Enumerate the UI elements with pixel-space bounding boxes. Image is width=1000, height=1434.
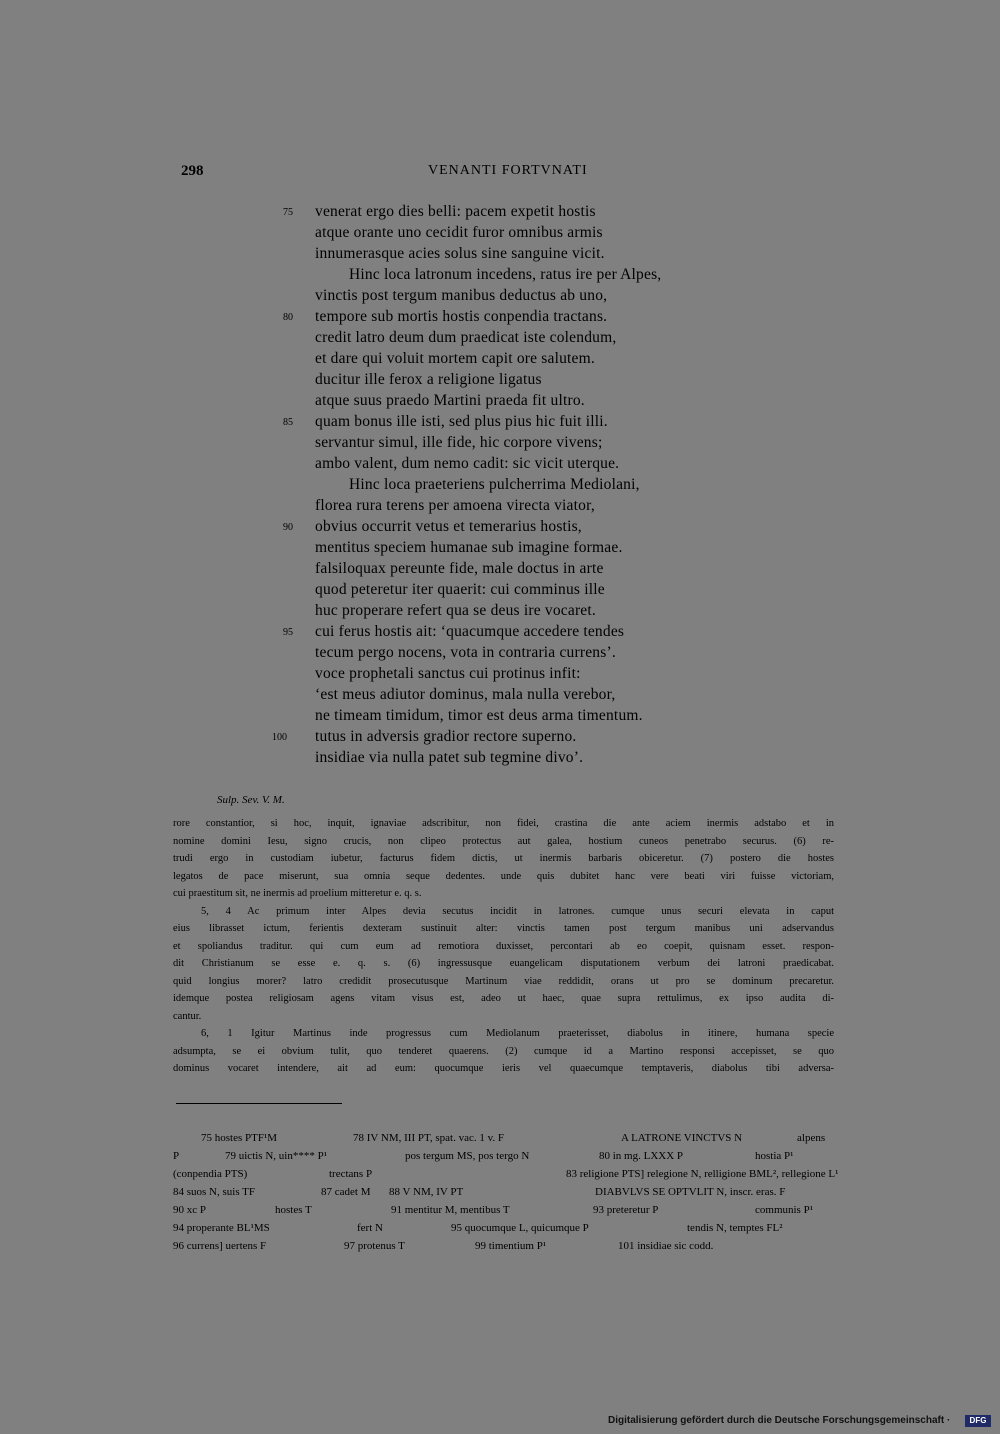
- verse-line: tutus in adversis gradior rectore superno.: [315, 728, 577, 745]
- verse-line: tempore sub mortis hostis conpendia tractans.: [315, 308, 608, 325]
- verse-line: vinctis post tergum manibus deductus ab uno,: [315, 287, 608, 304]
- apparatus-entry: (conpendia PTS): [173, 1168, 248, 1180]
- verse-line: quam bonus ille isti, sed plus pius hic fuit illi.: [315, 413, 608, 430]
- verse-line: quod peteretur iter quaerit: cui comminus ille: [315, 581, 605, 598]
- verse-line: innumerasque acies solus sine sanguine vicit.: [315, 245, 605, 262]
- apparatus-entry: 78 IV NM, III PT, spat. vac. 1 v. F: [353, 1132, 505, 1144]
- apparatus-entry: 96 currens] uertens F: [173, 1240, 267, 1252]
- verse-line: tecum pergo nocens, vota in contraria currens’.: [315, 644, 616, 661]
- apparatus-entry: 97 protenus T: [344, 1240, 405, 1252]
- verse-line: credit latro deum dum praedicat iste colendum,: [315, 329, 617, 346]
- footnote-separator: [176, 1103, 342, 1104]
- running-head: VENANTI FORTVNATI: [428, 163, 588, 178]
- line-number: 90: [283, 522, 293, 533]
- verse-line: Hinc loca latronum incedens, ratus ire per Alpes,: [349, 266, 662, 283]
- commentary-line: cantur.: [173, 1011, 202, 1022]
- apparatus-entry: 83 religione PTS] relegione N, relligione BML², rellegione L¹: [566, 1168, 839, 1180]
- verse-line: cui ferus hostis ait: ‘quacumque accedere tendes: [315, 623, 625, 640]
- verse-line: Hinc loca praeteriens pulcherrima Mediolani,: [349, 476, 640, 493]
- commentary-line: dominus vocaret intendere, ait ad eum: quocumque ieris vel quaecumque temptaveris, diabolus tibi adversa-: [173, 1063, 834, 1074]
- apparatus-entry: 94 properante BL¹MS: [173, 1222, 270, 1234]
- apparatus-entry: trectans P: [329, 1168, 373, 1180]
- apparatus-entry: 75 hostes PTF¹M: [201, 1132, 278, 1144]
- verse-line: venerat ergo dies belli: pacem expetit hostis: [315, 203, 596, 220]
- apparatus-entry: 88 V NM, IV PT: [389, 1186, 464, 1198]
- verse-line: voce prophetali sanctus cui protinus infit:: [315, 665, 581, 682]
- apparatus-entry: alpens: [797, 1132, 826, 1144]
- line-number: 100: [272, 732, 287, 743]
- apparatus-entry: 84 suos N, suis TF: [173, 1186, 256, 1198]
- verse-line: atque orante uno cecidit furor omnibus armis: [315, 224, 603, 241]
- commentary-line: eius librasset ictum, ferientis dexteram sustinuit alter: vinctis tamen post tergum manibus uni adservandus: [173, 923, 834, 934]
- apparatus-entry: P: [173, 1150, 180, 1162]
- apparatus-entry: 101 insidiae sic codd.: [618, 1240, 714, 1252]
- apparatus-entry: 90 xc P: [173, 1204, 206, 1216]
- verse-line: ducitur ille ferox a religione ligatus: [315, 371, 542, 388]
- apparatus-entry: 79 uictis N, uin**** P¹: [225, 1150, 327, 1162]
- apparatus-entry: communis P¹: [755, 1204, 813, 1216]
- apparatus-entry: fert N: [357, 1222, 383, 1234]
- verse-line: insidiae via nulla patet sub tegmine divo’.: [315, 749, 584, 766]
- commentary-line: rore constantior, si hoc, inquit, ignaviae adscribitur, non fidei, crastina die ante aciem inermis adstabo et in: [173, 818, 834, 829]
- apparatus-entry: A LATRONE VINCTVS N: [621, 1132, 743, 1144]
- commentary-line: trudi ergo in custodiam iubetur, facturus fidem dictis, ut inermis barbaris obiceretur. (7) postero die hostes: [173, 853, 834, 864]
- commentary-line: idemque postea religiosam agens vitam visus est, adeo ut haec, quae supra rettulimus, ex ipso audita di-: [173, 993, 834, 1004]
- apparatus-entry: DIABVLVS SE OPTVLIT N, inscr. eras. F: [595, 1186, 786, 1198]
- verse-line: ambo valent, dum nemo cadit: sic vicit uterque.: [315, 455, 620, 472]
- apparatus-entry: 93 preteretur P: [593, 1204, 659, 1216]
- commentary-line: et spoliandus traditur. qui cum eum ad remotiora duxisset, percontari ab eo coepit, quisnam esset. respon-: [173, 941, 834, 952]
- apparatus-entry: hostia P¹: [755, 1150, 794, 1162]
- commentary-line: legatos de pace miserunt, sua omnia seque dedentes. unde quis dubitet hanc vere beati viri fuisse victoriam,: [173, 871, 834, 882]
- verse-line: huc properare refert qua se deus ire vocaret.: [315, 602, 596, 619]
- apparatus-entry: hostes T: [275, 1204, 312, 1216]
- line-number: 85: [283, 417, 293, 428]
- verse-line: ‘est meus adiutor dominus, mala nulla verebor,: [315, 686, 616, 703]
- line-number: 75: [283, 207, 293, 218]
- commentary-line: 6, 1 Igitur Martinus inde progressus cum Mediolanum praeterisset, diabolus in itinere, humana specie: [201, 1028, 834, 1039]
- line-number: 95: [283, 627, 293, 638]
- commentary-source: Sulp. Sev. V. M.: [217, 794, 285, 806]
- apparatus-entry: 95 quocumque L, quicumque P: [451, 1222, 589, 1234]
- apparatus-entry: tendis N, temptes FL²: [687, 1222, 783, 1234]
- verse-line: ne timeam timidum, timor est deus arma timentum.: [315, 707, 643, 724]
- apparatus-entry: 91 mentitur M, mentibus T: [391, 1204, 510, 1216]
- verse-line: obvius occurrit vetus et temerarius hostis,: [315, 518, 582, 535]
- apparatus-entry: 80 in mg. LXXX P: [599, 1150, 684, 1162]
- line-number: 80: [283, 312, 293, 323]
- apparatus-entry: 99 timentium P¹: [475, 1240, 547, 1252]
- verse-line: mentitus speciem humanae sub imagine formae.: [315, 539, 623, 556]
- verse-line: falsiloquax pereunte fide, male doctus in arte: [315, 560, 604, 577]
- commentary-line: nomine domini Iesu, signo crucis, non clipeo protectus aut galea, hostium cuneos penetrabo securus. (6) re-: [173, 836, 834, 847]
- commentary-line: 5, 4 Ac primum inter Alpes devia secutus incidit in latrones. cumque unus securi elevata in caput: [201, 906, 834, 917]
- commentary-line: quid longius morer? latro credidit prosecutusque Martinum viae reddidit, orans ut pro se dominum precaretur.: [173, 976, 834, 987]
- verse-line: servantur simul, ille fide, hic corpore vivens;: [315, 434, 603, 451]
- verse-line: florea rura terens per amoena virecta viator,: [315, 497, 595, 514]
- page-number: 298: [181, 163, 204, 179]
- verse-line: atque suus praedo Martini praeda fit ultro.: [315, 392, 585, 409]
- dfg-logo: DFG: [965, 1415, 991, 1427]
- apparatus-entry: pos tergum MS, pos tergo N: [405, 1150, 530, 1162]
- commentary-line: cui praestitum sit, ne inermis ad proelium mitteretur e. q. s.: [173, 888, 422, 899]
- commentary-line: adsumpta, se ei obvium tulit, quo tenderet quaerens. (2) cumque id a Martino responsi accepisset, se quo: [173, 1046, 834, 1057]
- footer-credit: Digitalisierung gefördert durch die Deutsche Forschungsgemeinschaft ·: [608, 1415, 951, 1426]
- commentary-line: dit Christianum se esse e. q. s. (6) ingressusque euangelicam disputationem verbum dei latroni praedicabat.: [173, 958, 834, 969]
- verse-line: et dare qui voluit mortem capit ore salutem.: [315, 350, 595, 367]
- apparatus-entry: 87 cadet M: [321, 1186, 371, 1198]
